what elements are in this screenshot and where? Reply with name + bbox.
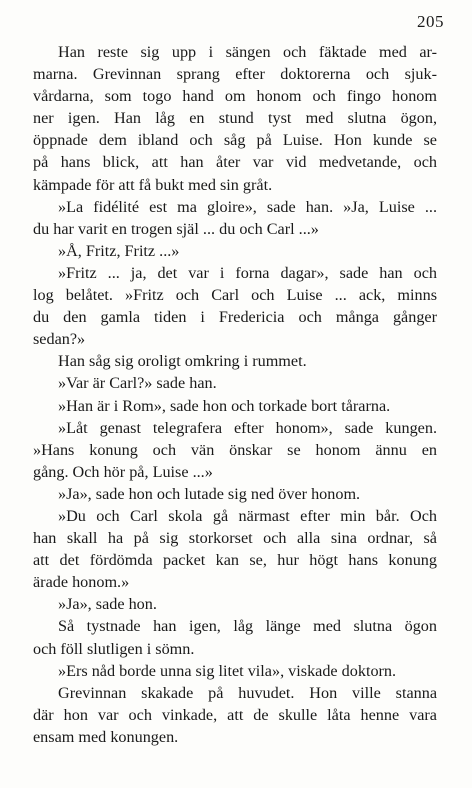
text-line: öppnade dem ibland och såg på Luise. Hon kunde se [33, 131, 437, 150]
body-text [33, 41, 437, 748]
text-line: du har varit en trogen själ ... du och Carl ...» [33, 219, 319, 238]
text-line: »Fritz ... ja, det var i forna dagar», sade han och [58, 263, 437, 282]
page-number: 205 [417, 12, 444, 31]
text-line: »Var är Carl?» sade han. [58, 374, 217, 393]
text-line: »Han är i Rom», sade hon och torkade bort tårarna. [58, 396, 391, 415]
text-line: han skall ha på sig storkorset och alla sina ordnar, så [33, 529, 437, 548]
text-line: ärade honom.» [33, 573, 130, 592]
text-line: »Ja», sade hon och lutade sig ned över honom. [58, 484, 361, 503]
text-line: Han reste sig upp i sängen och fäktade med ar- [58, 43, 437, 61]
text-line: Grevinnan skakade på huvudet. Hon ville stanna [58, 683, 437, 702]
text-line: »Låt genast telegrafera efter honom», sade kungen. [58, 418, 437, 437]
text-line: »Ers nåd borde unna sig litet vila», viskade doktorn. [58, 661, 397, 680]
text-line: ensam med konungen. [33, 727, 179, 746]
text-line: ner igen. Han låg en stund tyst med slutna ögon, [33, 109, 437, 128]
text-line: »La fidélité est ma gloire», sade han. »Ja, Luise ... [58, 197, 437, 216]
text-line: kämpade för att få bukt med sin gråt. [33, 175, 273, 194]
text-line: att det fördömda packet kan se, hur högt hans konung [33, 551, 437, 570]
text-line: »Å, Fritz, Fritz ...» [58, 241, 180, 260]
text-line: Så tystnade han igen, låg länge med slutna ögon [58, 617, 437, 636]
text-line: gång. Och hör på, Luise ...» [33, 462, 213, 481]
text-line: vårdarna, som togo hand om honom och fingo honom [33, 87, 437, 106]
text-line: »Ja», sade hon. [58, 595, 157, 614]
text-line: på hans blick, att han åter var vid medvetande, och [33, 153, 437, 172]
text-line: du den gamla tiden i Fredericia och många gånger [33, 308, 437, 327]
text-line: »Hans konung och vän önskar se honom ännu en [33, 440, 437, 459]
text-line: och föll slutligen i sömn. [33, 639, 195, 658]
text-line: log belåtet. »Fritz och Carl och Luise ... ack, minns [33, 286, 437, 305]
text-line: där hon var och vinkade, att de skulle låta henne vara [33, 705, 437, 724]
text-line: »Du och Carl skola gå närmast efter min bår. Och [58, 506, 437, 525]
text-line: sedan?» [33, 330, 86, 349]
text-line: marna. Grevinnan sprang efter doktorerna och sjuk- [33, 65, 437, 84]
text-line: Han såg sig oroligt omkring i rummet. [58, 352, 307, 371]
